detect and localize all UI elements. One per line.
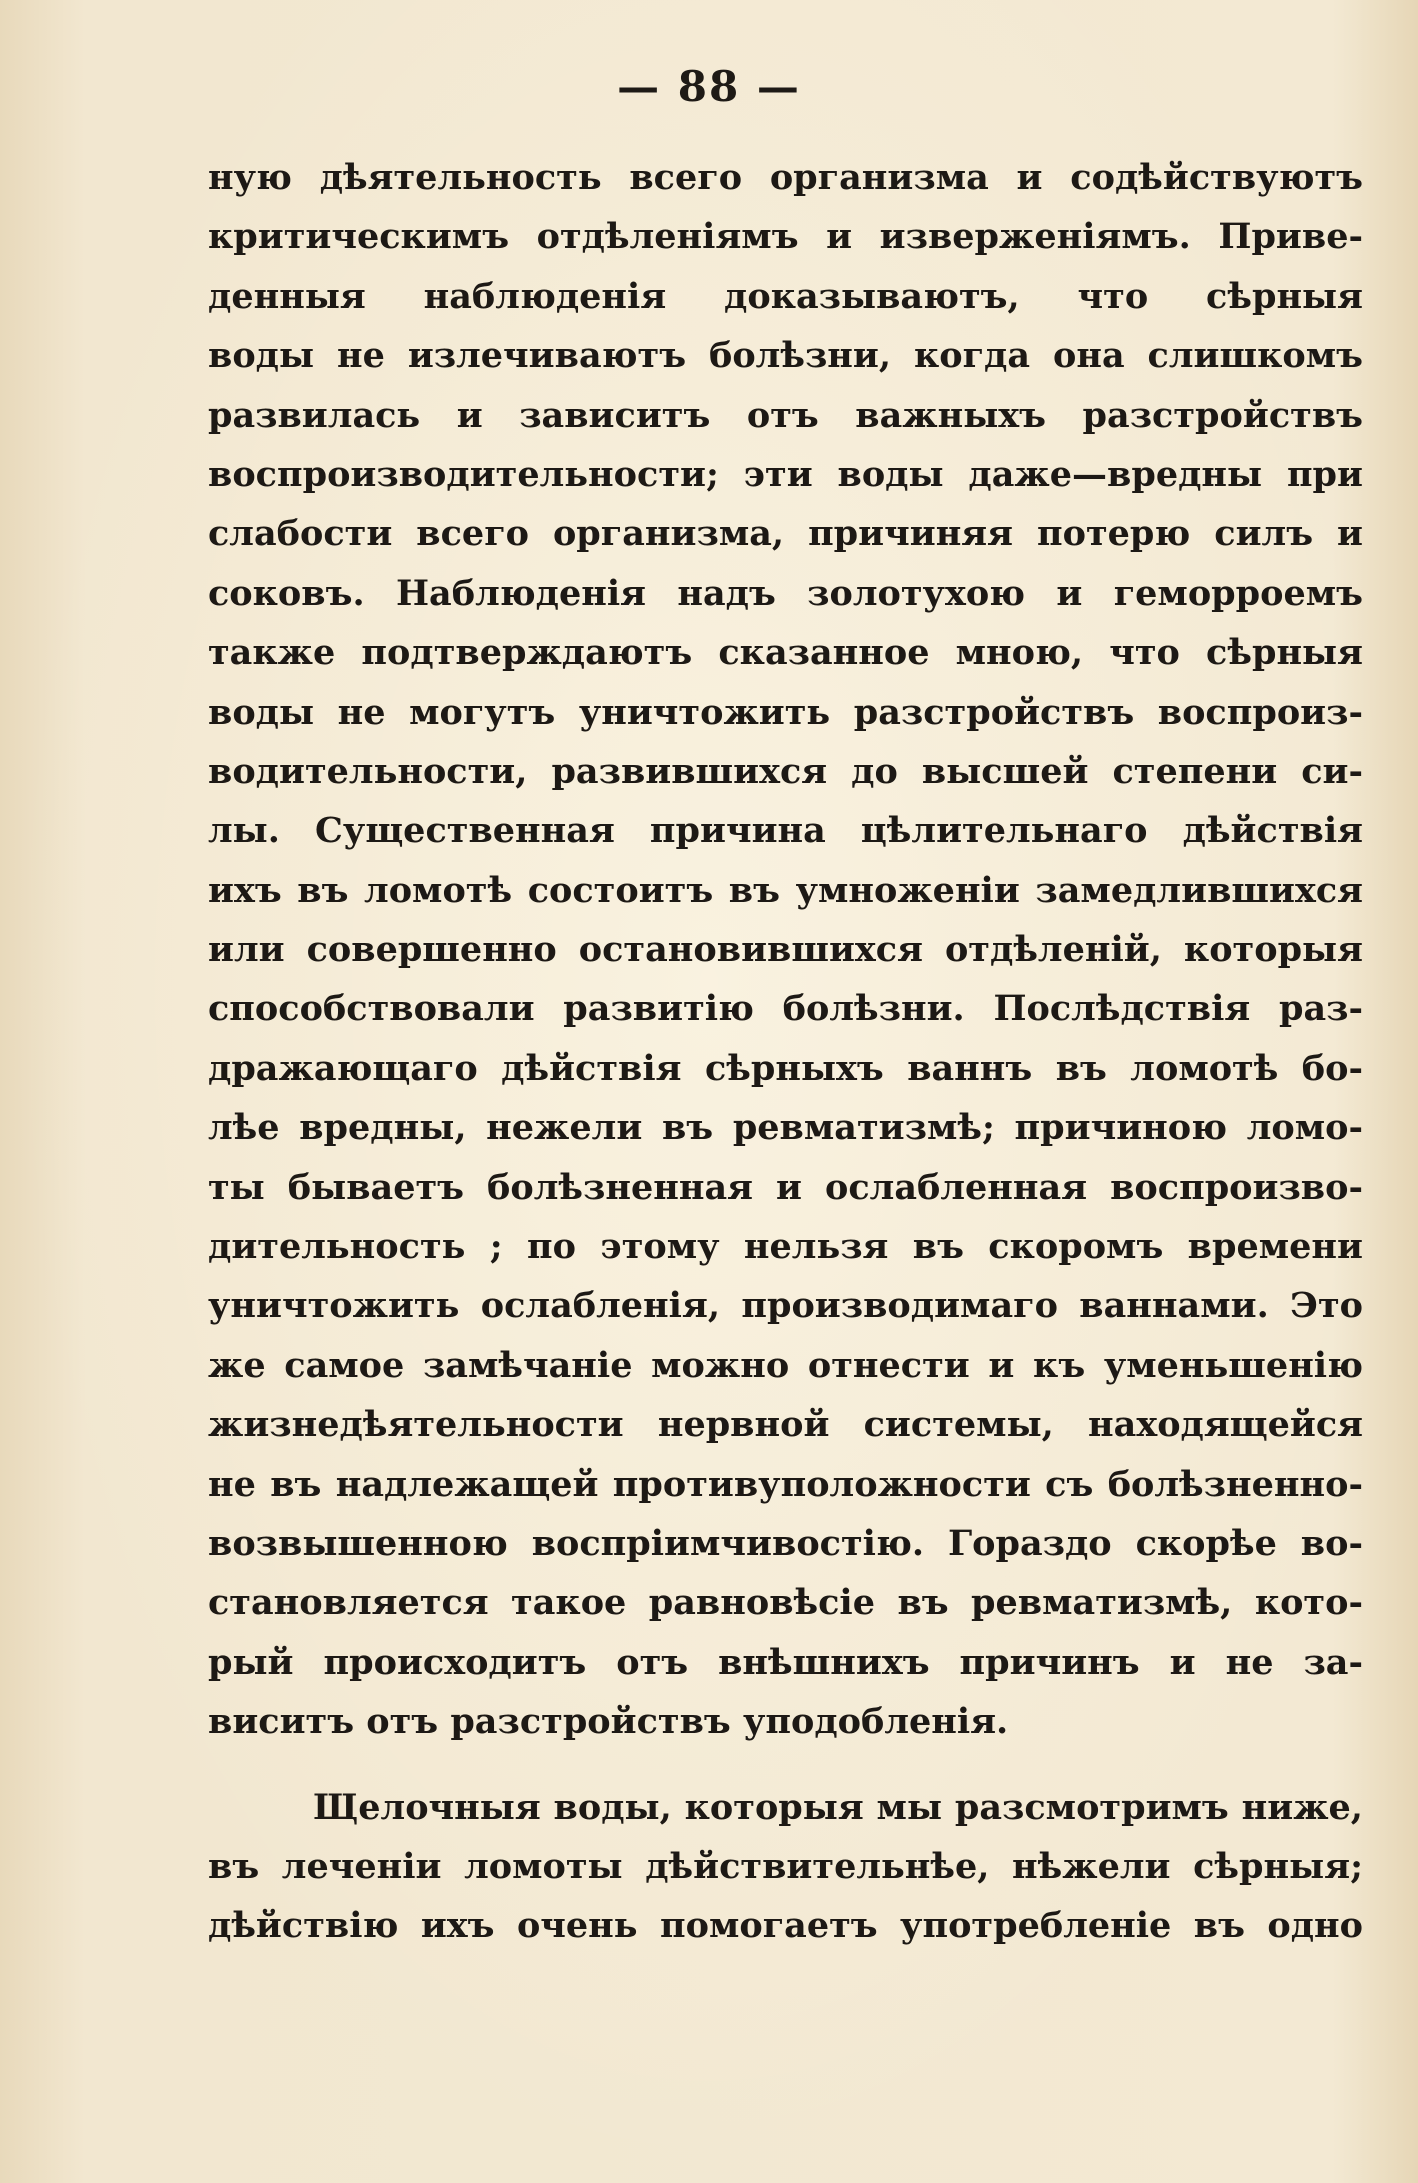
text-line: Щелочныя воды, которыя мы разсмотримъ ниже, bbox=[313, 1786, 1363, 1828]
text-line: воды не могутъ уничтожить разстройствъ воспроиз- bbox=[208, 691, 1363, 733]
text-line: или совершенно остановившихся отдѣленій, которыя bbox=[208, 929, 1363, 971]
text-line: ты бываетъ болѣзненная и ослабленная воспроизво- bbox=[208, 1166, 1363, 1208]
text-line: становляется такое равновѣсіе въ ревматизмѣ, кото- bbox=[208, 1582, 1363, 1624]
text-line: въ леченіи ломоты дѣйствительнѣе, нѣжели сѣрныя; bbox=[208, 1845, 1363, 1887]
text-line: также подтверждаютъ сказанное мною, что сѣрныя bbox=[208, 632, 1363, 674]
text-line: дѣйствію ихъ очень помогаетъ употребленіе въ одно bbox=[208, 1905, 1363, 1947]
text-line: рый происходитъ отъ внѣшнихъ причинъ и не за- bbox=[208, 1641, 1363, 1683]
text-line: критическимъ отдѣленіямъ и изверженіямъ. Приве- bbox=[208, 216, 1363, 258]
text-line: денныя наблюденія доказываютъ, что сѣрныя bbox=[208, 275, 1363, 317]
page-number: — 88 — bbox=[617, 62, 801, 111]
paragraph-2 bbox=[208, 1778, 1363, 1956]
text-line: дражающаго дѣйствія сѣрныхъ ваннъ въ ломотѣ бо- bbox=[208, 1047, 1363, 1089]
text-line: дительность ; по этому нельзя въ скоромъ времени bbox=[208, 1226, 1363, 1268]
text-line: водительности, развившихся до высшей степени си- bbox=[208, 750, 1363, 792]
text-line: виситъ отъ разстройствъ уподобленія. bbox=[208, 1701, 1009, 1743]
text-line: воды не излечиваютъ болѣзни, когда она слишкомъ bbox=[208, 335, 1363, 377]
text-line: лѣе вредны, нежели въ ревматизмѣ; причиною ломо- bbox=[208, 1107, 1363, 1149]
text-line: соковъ. Наблюденія надъ золотухою и геморроемъ bbox=[208, 572, 1363, 614]
body-text bbox=[208, 148, 1363, 1956]
paragraph-1 bbox=[208, 148, 1363, 1752]
text-line: воспроизводительности; эти воды даже—вредны при bbox=[208, 453, 1363, 495]
text-line: ную дѣятельность всего организма и содѣйствуютъ bbox=[208, 157, 1363, 198]
text-line: слабости всего организма, причиняя потерю силъ и bbox=[208, 513, 1363, 555]
text-line: возвышенною воспріимчивостію. Гораздо скорѣе во- bbox=[208, 1522, 1363, 1564]
text-line: лы. Существенная причина цѣлительнаго дѣйствія bbox=[208, 810, 1363, 852]
text-line: жизнедѣятельности нервной системы, находящейся bbox=[208, 1404, 1363, 1446]
text-line: же самое замѣчаніе можно отнести и къ уменьшенію bbox=[208, 1344, 1363, 1386]
text-line: способствовали развитію болѣзни. Послѣдствія раз- bbox=[208, 988, 1363, 1030]
text-line: уничтожить ослабленія, производимаго ваннами. Это bbox=[208, 1285, 1363, 1327]
text-line: не въ надлежащей противуположности съ болѣзненно- bbox=[208, 1463, 1363, 1505]
text-line: ихъ въ ломотѣ состоитъ въ умноженіи замедлившихся bbox=[208, 869, 1363, 911]
text-line: развилась и зависитъ отъ важныхъ разстройствъ bbox=[208, 394, 1363, 436]
